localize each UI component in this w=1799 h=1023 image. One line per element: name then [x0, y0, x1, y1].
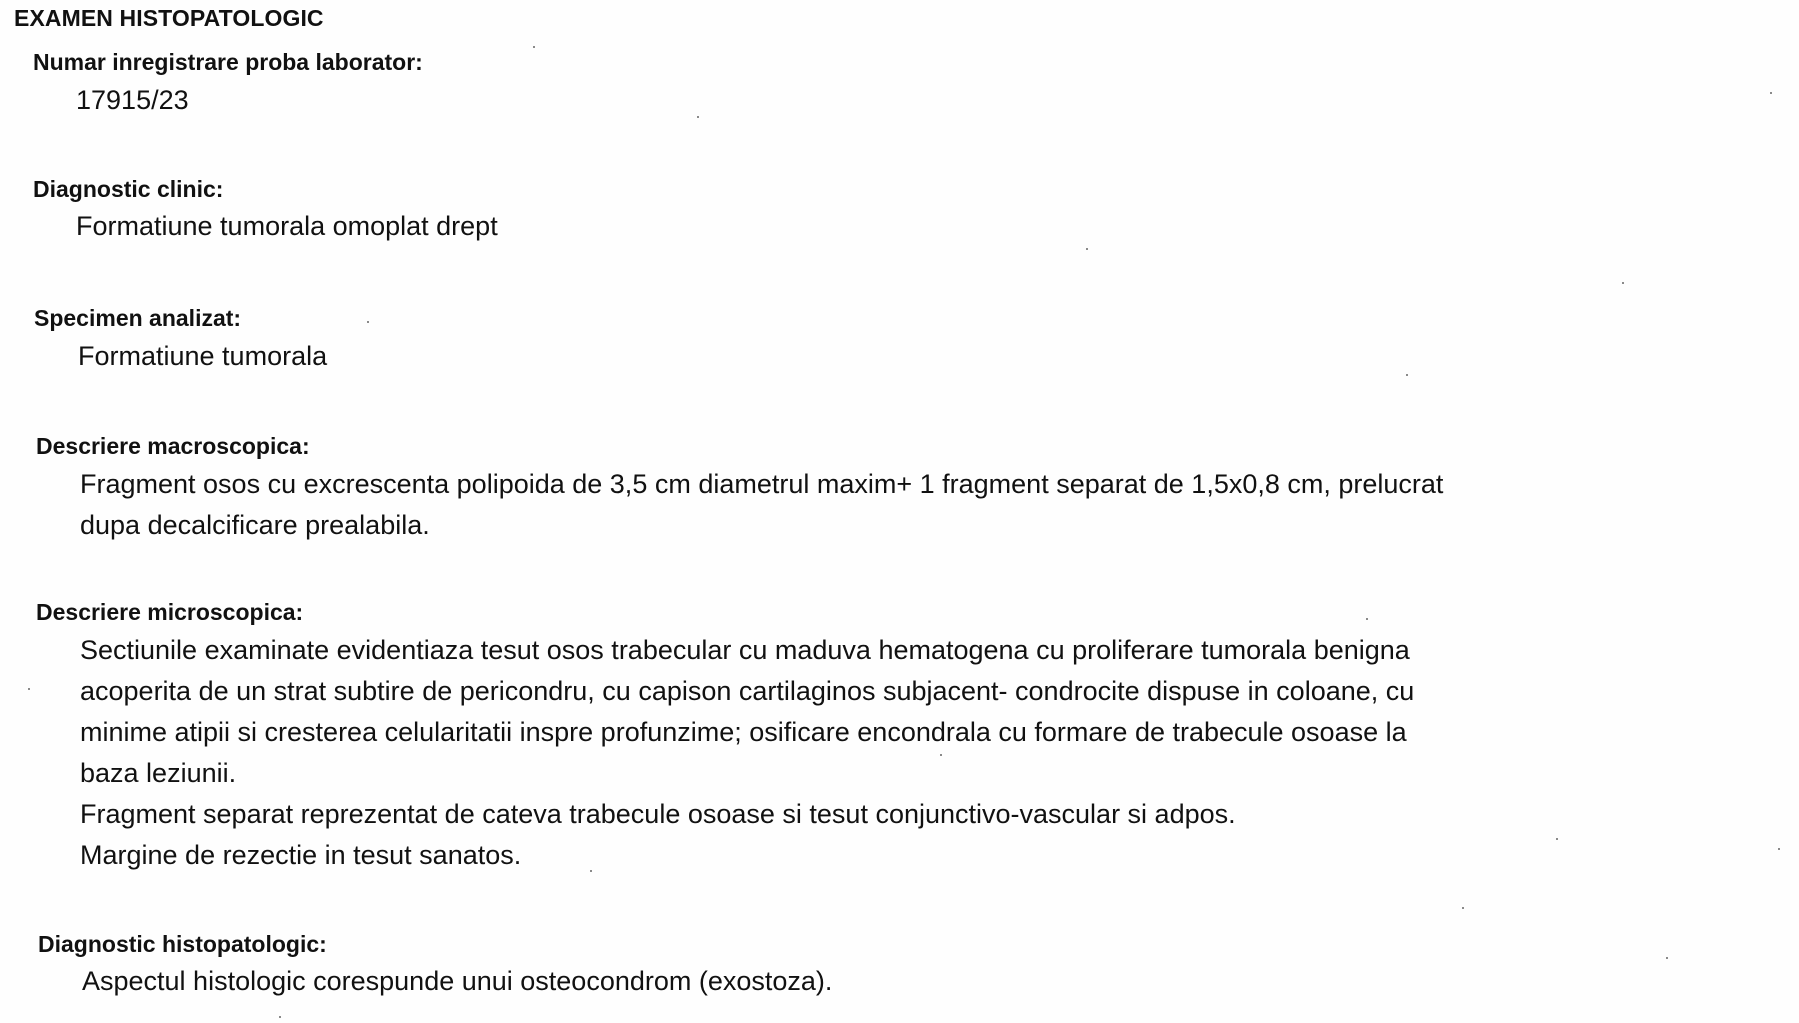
- scan-speck: [28, 688, 30, 690]
- scan-speck: [367, 321, 369, 323]
- microscopic-label: Descriere microscopica:: [36, 599, 304, 625]
- macroscopic-line: dupa decalcificare prealabila.: [80, 510, 430, 540]
- scan-speck: [533, 46, 535, 48]
- scan-speck: [1556, 838, 1558, 840]
- specimen-value: Formatiune tumorala: [78, 341, 328, 371]
- microscopic-text: [80, 630, 1414, 876]
- scan-speck: [1086, 248, 1088, 250]
- lab-number-value: 17915/23: [76, 85, 189, 115]
- specimen-label: Specimen analizat:: [34, 305, 242, 331]
- clinical-diagnosis-label: Diagnostic clinic:: [33, 176, 224, 202]
- scan-speck: [1406, 374, 1408, 376]
- macroscopic-text: [80, 464, 1443, 546]
- scan-speck: [1778, 848, 1780, 850]
- lab-number-label: Numar inregistrare proba laborator:: [33, 49, 423, 75]
- macroscopic-line: Fragment osos cu excrescenta polipoida de 3,5 cm diametrul maxim+ 1 fragment separat de 1,5x0,8 cm, prelucrat: [80, 469, 1444, 499]
- scan-speck: [1770, 92, 1772, 94]
- microscopic-line: Sectiunile examinate evidentiaza tesut osos trabecular cu maduva hematogena cu proliferare tumorala benigna: [80, 635, 1410, 665]
- microscopic-line: acoperita de un strat subtire de pericondru, cu capison cartilaginos subjacent- condrocite dispuse in coloane, cu: [80, 676, 1415, 706]
- scan-speck: [1462, 907, 1464, 909]
- scan-speck: [697, 116, 699, 118]
- document-title: EXAMEN HISTOPATOLOGIC: [14, 5, 324, 31]
- microscopic-line: minime atipii si cresterea celularitatii inspre profunzime; osificare encondrala cu formare de trabecule osoase la: [80, 717, 1407, 747]
- histopathologic-diagnosis-value: Aspectul histologic corespunde unui osteocondrom (exostoza).: [82, 966, 833, 996]
- scan-speck: [279, 1016, 281, 1018]
- histopathologic-diagnosis-label: Diagnostic histopatologic:: [38, 931, 327, 957]
- scan-speck: [1666, 957, 1668, 959]
- microscopic-line: baza leziunii.: [80, 758, 237, 788]
- scan-speck: [590, 870, 592, 872]
- scan-speck: [1622, 282, 1624, 284]
- scan-speck: [940, 754, 942, 756]
- clinical-diagnosis-value: Formatiune tumorala omoplat drept: [76, 211, 498, 241]
- microscopic-line: Margine de rezectie in tesut sanatos.: [80, 840, 522, 870]
- microscopic-line: Fragment separat reprezentat de cateva trabecule osoase si tesut conjunctivo-vascular si adpos.: [80, 799, 1236, 829]
- scan-speck: [1366, 618, 1368, 620]
- macroscopic-label: Descriere macroscopica:: [36, 433, 310, 459]
